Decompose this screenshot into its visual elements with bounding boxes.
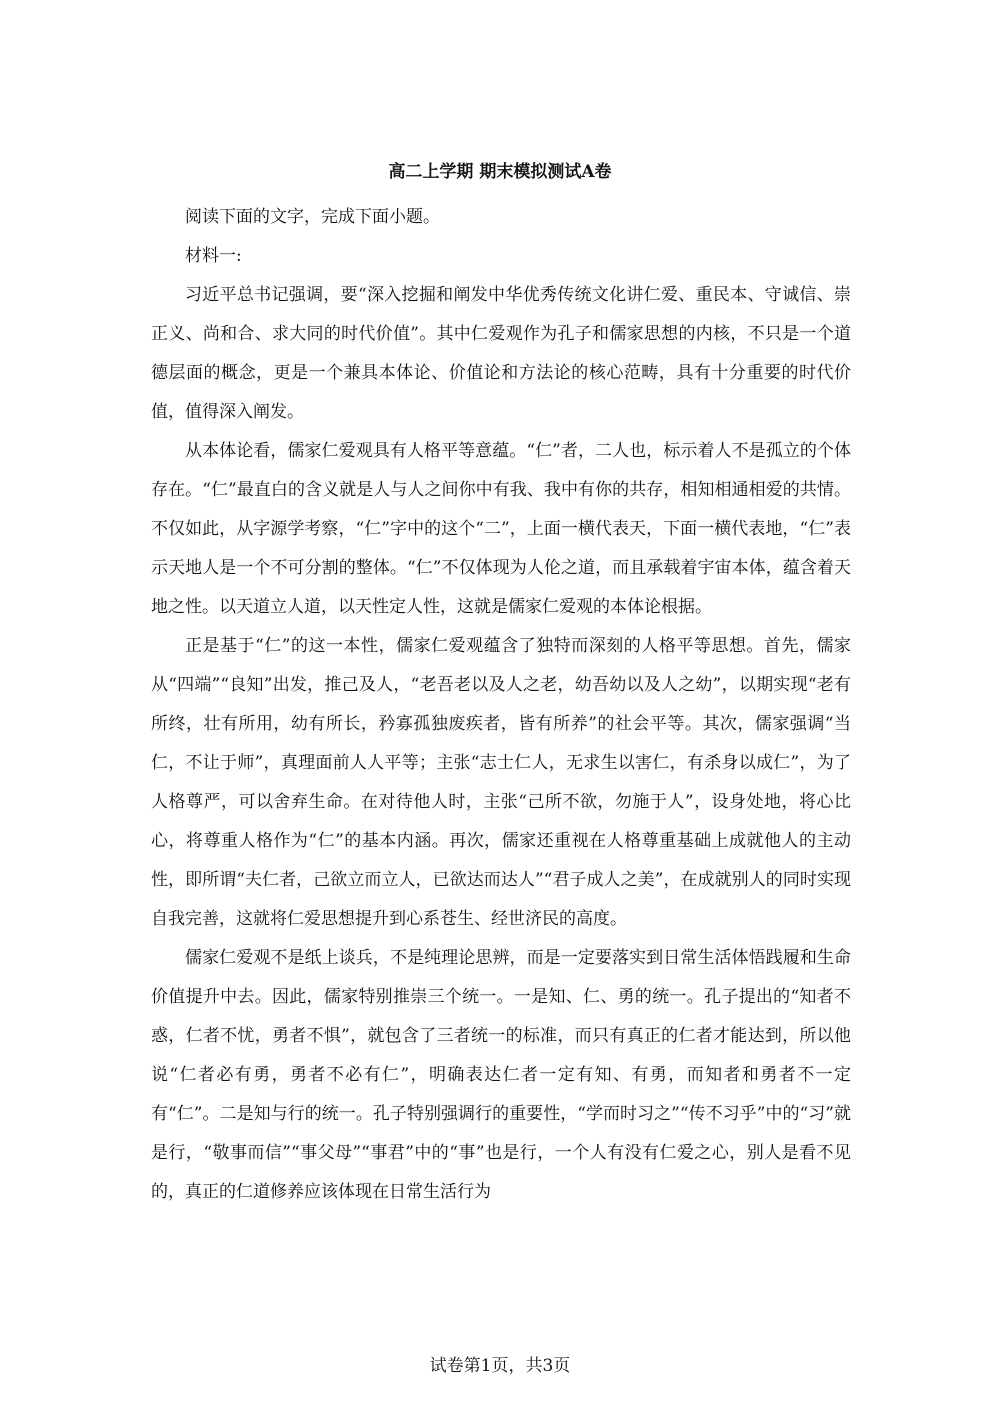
exam-title: 高二上学期 期末模拟测试A卷 <box>388 162 612 182</box>
passage-paragraph-2: 从本体论看，儒家仁爱观具有人格平等意蕴。“仁”者，二人也，标示着人不是孤立的个体存在。“仁”最直白的含义就是人与人之间你中有我、我中有你的共存，相知相通相爱的共情。不仅如此，从字源学考察，“仁”字中的这个“二”，上面一横代表天，下面一横代表地，“仁”表示天地人是一个不可分割的整体。“仁”不仅体现为人伦之道，而且承载着宇宙本体，蕴含着天地之性。以天道立人道，以天性定人性，这就是儒家仁爱观的本体论根据。 <box>151 441 851 617</box>
reading-passage <box>151 198 851 1212</box>
material-label: 材料一: <box>185 246 242 266</box>
passage-paragraph-4: 儒家仁爱观不是纸上谈兵，不是纯理论思辨，而是一定要落实到日常生活体悟践履和生命价值提升中去。因此，儒家特别推崇三个统一。一是知、仁、勇的统一。孔子提出的“知者不惑，仁者不忧，勇者不惧”，就包含了三者统一的标准，而只有真正的仁者才能达到，所以他说“仁者必有勇，勇者不必有仁”，明确表达仁者一定有知、有勇，而知者和勇者不一定有“仁”。二是知与行的统一。孔子特别强调行的重要性，“学而时习之”“传不习乎”中的“习”就是行，“敬事而信”“事父母”“事君”中的“事”也是行，一个人有没有仁爱之心，别人是看不见的，真正的仁道修养应该体现在日常生活行为 <box>151 948 851 1202</box>
page-footer: 试卷第1页，共3页 <box>429 1356 571 1376</box>
passage-paragraph-3: 正是基于“仁”的这一本性，儒家仁爱观蕴含了独特而深刻的人格平等思想。首先，儒家从“四端”“良知”出发，推己及人，“老吾老以及人之老，幼吾幼以及人之幼”，以期实现“老有所终，壮有所用，幼有所长，矜寡孤独废疾者，皆有所养”的社会平等。其次，儒家强调“当仁，不让于师”，真理面前人人平等；主张“志士仁人，无求生以害仁，有杀身以成仁”，为了人格尊严，可以舍弃生命。在对待他人时，主张“己所不欲，勿施于人”，设身处地，将心比心，将尊重人格作为“仁”的基本内涵。再次，儒家还重视在人格尊重基础上成就他人的主动性，即所谓“夫仁者，己欲立而立人，已欲达而达人”“君子成人之美”，在成就别人的同时实现自我完善，这就将仁爱思想提升到心系苍生、经世济民的高度。 <box>151 636 851 929</box>
instruction-paragraph: 阅读下面的文字，完成下面小题。 <box>185 207 440 227</box>
passage-paragraph-1: 习近平总书记强调，要“深入挖掘和阐发中华优秀传统文化讲仁爱、重民本、守诚信、崇正义、尚和合、求大同的时代价值”。其中仁爱观作为孔子和儒家思想的内核，不只是一个道德层面的概念，更是一个兼具本体论、价值论和方法论的核心范畴，具有十分重要的时代价值，值得深入阐发。 <box>151 285 851 422</box>
